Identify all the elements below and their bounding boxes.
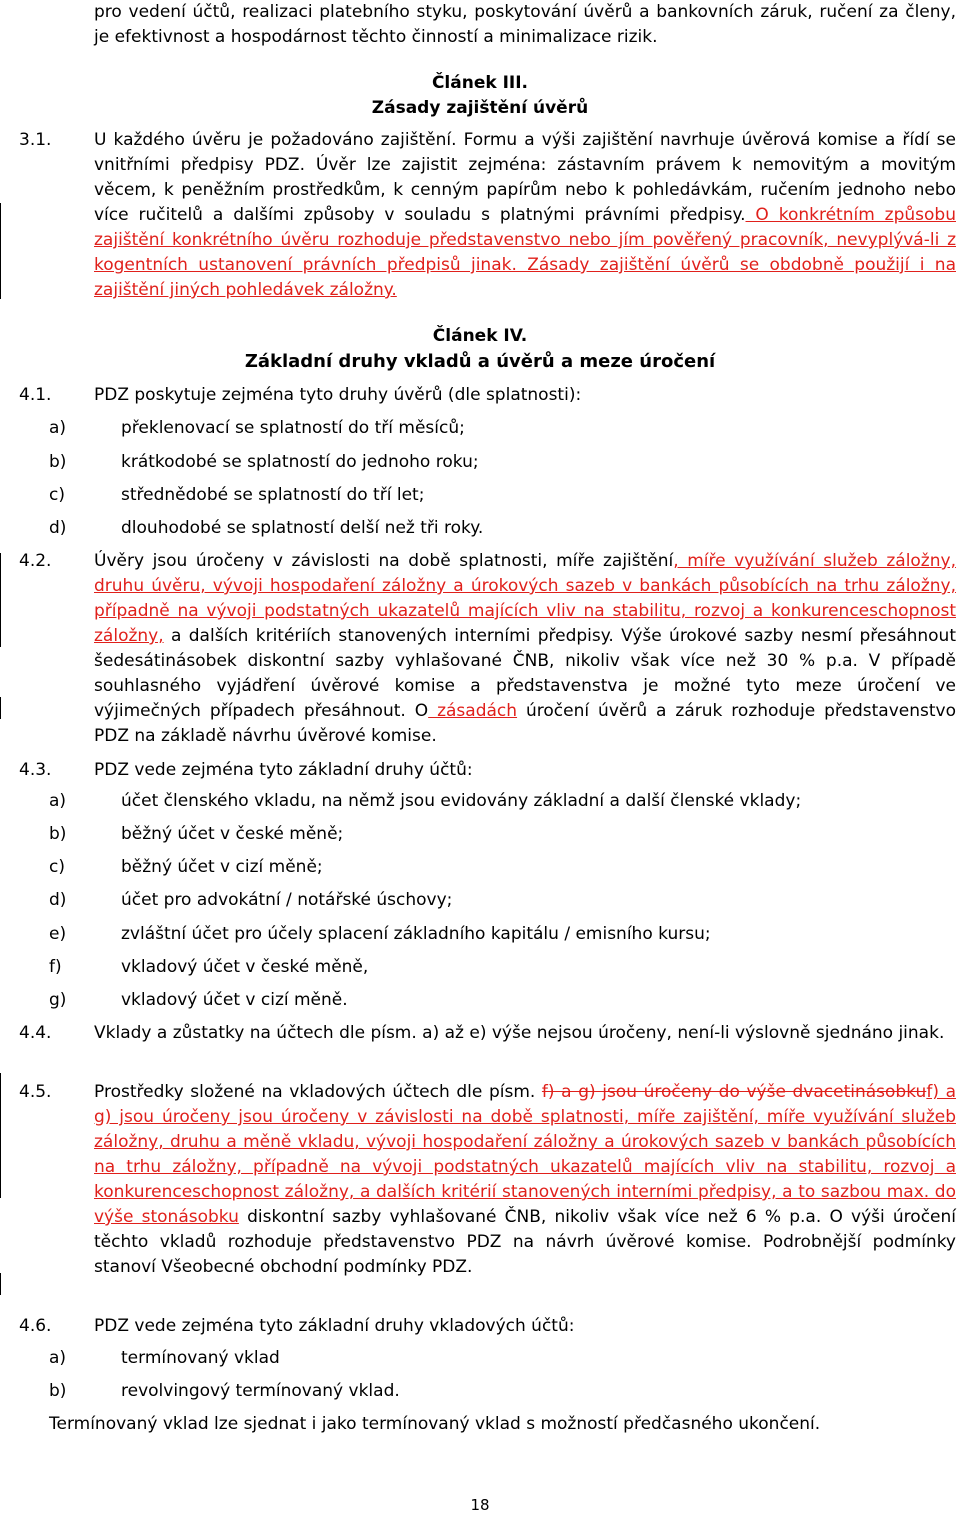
article-4-subtitle: Základní druhy vkladů a úvěrů a meze úročení: [244, 351, 716, 372]
section-number: 4.4.: [19, 1023, 52, 1043]
list-item: krátkodobé se splatností do jednoho roku;: [121, 452, 479, 472]
section-4-5-body-a: Prostředky složené na vkladových účtech dle písm.: [94, 1082, 542, 1102]
list-item-letter: a): [49, 791, 67, 811]
change-bar: [0, 1073, 1, 1198]
change-bar: [0, 553, 1, 647]
list-item-letter: b): [49, 1381, 67, 1401]
article-3-title: Článek III.: [431, 73, 529, 93]
change-bar: [0, 1273, 1, 1295]
inserted-text: O konkrétním způsobu zajištění konkrétního úvěru rozhoduje představenstvo nebo jím pověřený pracovník, nevyplývá-li z kogentních ustanovení právních předpisů jinak. Zásady zajištění úvěrů se obdobně použijí i na zajištění jiných pohledávek záložny.: [94, 205, 956, 300]
section-4-5-text: [94, 1080, 956, 1280]
list-item-letter: d): [49, 890, 67, 910]
section-number: 4.1.: [19, 385, 52, 405]
section-number: 4.5.: [19, 1082, 52, 1102]
list-item: střednědobé se splatností do tří let;: [121, 485, 425, 505]
list-item: zvláštní účet pro účely splacení základního kapitálu / emisního kursu;: [121, 924, 711, 944]
section-number: 4.3.: [19, 760, 52, 780]
article-3-subtitle: Zásady zajištění úvěrů: [371, 98, 589, 118]
section-4-4-text: Vklady a zůstatky na účtech dle písm. a) až e) výše nejsou úročeny, není-li výslovně sjednáno jinak.: [94, 1023, 945, 1043]
section-number: 4.6.: [19, 1316, 52, 1336]
section-4-2-body-b: a dalších kritériích stanovených interními předpisy. Výše úrokové sazby nesmí přesáhnout šedesátinásobek diskontní sazby vyhlašované ČNB, nikoliv však více než 30 % p.a. V případě souhlasného vyjádření úvěrové komise a představenstva je možné tyto meze úročení ve výjimečných případech přesáhnout. O: [94, 626, 956, 721]
section-4-2-body-c: úročení úvěrů a záruk rozhoduje představenstvo PDZ na základě návrhu úvěrové komise.: [94, 701, 956, 746]
section-number: 3.1.: [19, 130, 52, 150]
list-item-letter: f): [49, 957, 62, 977]
list-item: dlouhodobé se splatností delší než tři roky.: [121, 518, 484, 538]
list-item: účet členského vkladu, na němž jsou evidovány základní a další členské vklady;: [121, 791, 802, 811]
inserted-text: f) a g) jsou úročeny jsou úročeny v závislosti na době splatnosti, míře zajištění, míře využívání služeb záložny, druhu a měně vkladu, vývoji hospodaření záložny a úrokových sazeb v bankách působících na trhu záložny, případně na vývoji podstatných ukazatelů majících vliv na stabilitu, rozvoj a konkurenceschopnost záložny, a dalších kritérií stanovených interními předpisy, a to sazbou max. do výše stonásobku: [94, 1082, 956, 1227]
list-item: vkladový účet v české měně,: [121, 957, 369, 977]
list-item-letter: b): [49, 824, 67, 844]
inserted-text: , míře využívání služeb záložny, druhu úvěru, vývoji hospodaření záložny a úrokových sazeb v bankách působících na trhu záložny, případně na vývoji podstatných ukazatelů majících vliv na stabilitu, rozvoj a konkurenceschopnost záložny,: [94, 551, 956, 646]
article-4-title: Článek IV.: [432, 326, 528, 346]
list-item-letter: g): [49, 990, 67, 1010]
section-4-2-body-a: Úvěry jsou úročeny v závislosti na době splatnosti, míře zajištění: [94, 551, 674, 571]
section-4-2-text: [94, 549, 956, 749]
inserted-text: zásadách: [428, 701, 518, 721]
list-item-letter: c): [49, 485, 65, 505]
section-number: 4.2.: [19, 551, 52, 571]
section-4-5-body-b: diskontní sazby vyhlašované ČNB, nikoliv však více než 6 % p.a. O výši úročení těchto vkladů rozhoduje představenstvo PDZ na návrh úvěrové komise. Podrobnější podmínky stanoví Všeobecné obchodní podmínky PDZ.: [94, 1207, 957, 1277]
list-item-letter: a): [49, 418, 67, 438]
section-3-1-body: U každého úvěru je požadováno zajištění. Formu a výši zajištění navrhuje úvěrová komise a řídí se vnitřními předpisy PDZ. Úvěr lze zajistit zejména: zástavním právem k nemovitým a movitým věcem, k peněžním prostředkům, k cenným papírům nebo k pohledávkám, ručením jednoho nebo více ručitelů a dalšími způsoby v souladu s platnými právními předpisy.: [94, 130, 956, 225]
section-4-1-text: PDZ poskytuje zejména tyto druhy úvěrů (dle splatnosti):: [94, 385, 582, 405]
list-item-letter: d): [49, 518, 67, 538]
list-item-letter: e): [49, 924, 67, 944]
list-item: revolvingový termínovaný vklad.: [121, 1381, 400, 1401]
list-item-letter: a): [49, 1348, 67, 1368]
intro-paragraph: pro vedení účtů, realizaci platebního styku, poskytování úvěrů a bankovních záruk, ručení za členy, je efektivnost a hospodárnost těchto činností a minimalizace rizik.: [94, 2, 956, 47]
change-bar: [0, 203, 1, 299]
closing-paragraph: Termínovaný vklad lze sjednat i jako termínovaný vklad s možností předčasného ukončení.: [49, 1414, 821, 1434]
list-item-letter: b): [49, 452, 67, 472]
section-3-1-text: [94, 128, 956, 303]
list-item: běžný účet v cizí měně;: [121, 857, 323, 877]
list-item: běžný účet v české měně;: [121, 824, 344, 844]
section-4-3-text: PDZ vede zejména tyto základní druhy účtů:: [94, 760, 473, 780]
change-bar: [0, 697, 1, 719]
list-item: termínovaný vklad: [121, 1348, 280, 1368]
list-item: vkladový účet v cizí měně.: [121, 990, 348, 1010]
page-number: 18: [470, 1496, 490, 1514]
deleted-text: f) a g) jsou úročeny do výše dvacetinásobku: [541, 1082, 927, 1102]
section-4-6-text: PDZ vede zejména tyto základní druhy vkladových účtů:: [94, 1316, 575, 1336]
list-item: překlenovací se splatností do tří měsíců;: [121, 418, 465, 438]
list-item-letter: c): [49, 857, 65, 877]
list-item: účet pro advokátní / notářské úschovy;: [121, 890, 453, 910]
